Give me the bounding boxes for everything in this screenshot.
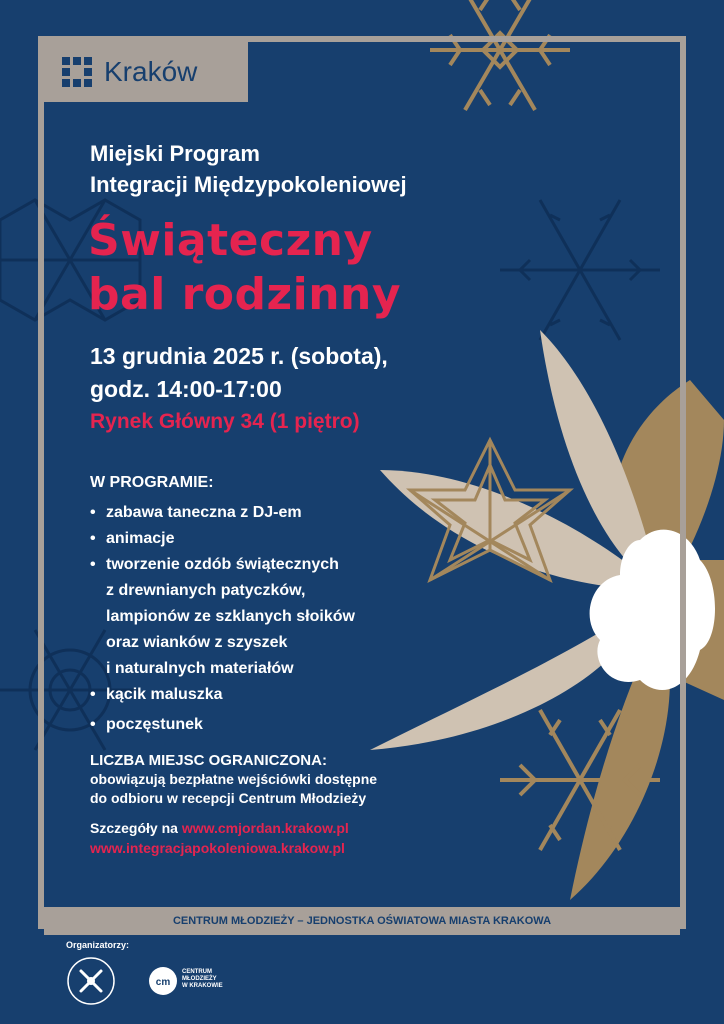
krakow-crest-icon [62, 57, 92, 87]
centrum-mlodziezy-logo-icon [148, 966, 178, 996]
details [90, 818, 349, 858]
list-item: • zabawa taneczna z DJ-em [90, 500, 430, 526]
organizers-label: Organizatorzy: [66, 940, 130, 950]
list-item: • animacje [90, 526, 430, 552]
program-heading: W PROGRAMIE: [90, 474, 214, 491]
event-date: 13 grudnia 2025 r. (sobota), godz. 14:00-17:00 [90, 343, 388, 402]
list-item: • poczęstunek [90, 712, 430, 738]
footer-bar [44, 907, 680, 935]
footer-text: CENTRUM MŁODZIEŻY – JEDNOSTKA OŚWIATOWA MIASTA KRAKOWA [172, 915, 552, 927]
centrum-mlodziezy-logo-text: CENTRUM MŁODZIEŻY W KRAKOWIE [182, 969, 223, 989]
krakow-logo [44, 42, 248, 102]
city-name: Kraków [104, 56, 198, 87]
event-title: Świąteczny bal rodzinny [88, 215, 402, 320]
event-venue: Rynek Główny 34 (1 piętro) [90, 410, 360, 433]
details-label: Szczegóły na [90, 820, 178, 836]
program-logo-icon [66, 956, 116, 1006]
program-list [90, 500, 430, 738]
program-title: Miejski Program Integracji Międzypokoleniowej [90, 141, 407, 197]
list-item-continuation: oraz wianków z szyszek [106, 634, 288, 651]
list-item: • tworzenie ozdób świątecznych [90, 552, 430, 578]
list-item-continuation: z drewnianych patyczków, [106, 582, 306, 599]
list-item-continuation: i naturalnych materiałów [106, 660, 294, 677]
limit-heading: LICZBA MIEJSC OGRANICZONA: [90, 752, 327, 769]
svg-text:cm: cm [155, 977, 171, 988]
integracja-link[interactable]: www.integracjapokoleniowa.krakow.pl [90, 840, 345, 856]
list-item-continuation: lampionów ze szklanych słoików [106, 608, 355, 625]
list-item: • kącik maluszka [90, 682, 430, 708]
cmjordan-link[interactable]: www.cmjordan.krakow.pl [181, 820, 349, 836]
limit-text: obowiązują bezpłatne wejściówki dostępne do odbioru w recepcji Centrum Młodzieży [90, 771, 378, 806]
